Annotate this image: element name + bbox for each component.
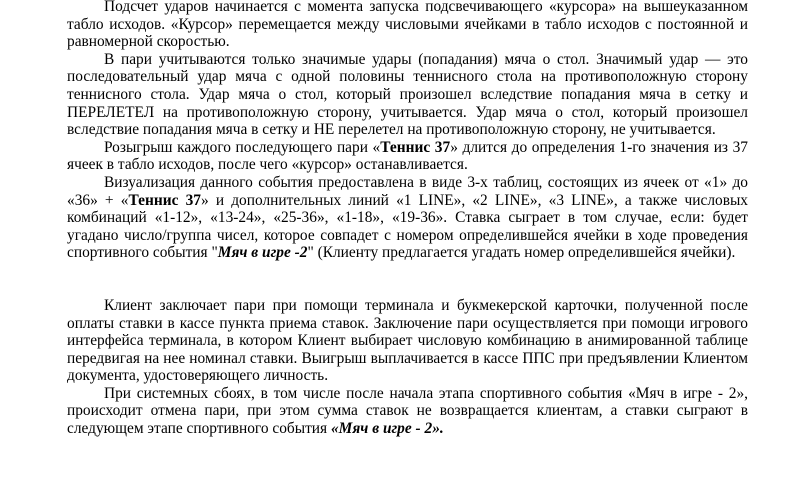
bold-term-tennis37: Теннис 37 <box>380 138 451 156</box>
text-run: Розыгрыш каждого последующего пари « <box>104 138 381 156</box>
text-run: При системных сбоях, в том числе после начала этапа спортивного события «Мяч в игре - 2», происходит отмена пари, при этом сумма ставок не возвращается клиентам, а ставки сыграют в следующем этапе спортивного события <box>67 384 748 438</box>
paragraph-significant-hits: В пари учитываются только значимые удары (попадания) мяча о стол. Значимый удар — это последовательный удар мяча с одной половины теннисного стола на противоположную сторону теннисного стола. Удар мяча о стол, который произошел вследствие попадания мяча в сетку и ПЕРЕЛЕТЕЛ на противоположную сторону, учитывается. Удар мяча о стол, который произошел вследствие попадания мяча в сетку и НЕ перелетел на противоположную сторону, не учитывается. <box>67 50 748 139</box>
bold-italic-event-name: Мяч в игре -2 <box>217 244 308 262</box>
paragraph-system-failures <box>67 385 748 438</box>
bold-term-tennis37: Теннис 37 <box>128 191 201 209</box>
text-run: » и дополнительных линий «1 LINE», «2 LINE», «3 LINE», а также числовых комбинаций «1-12», «13-24», «25-36», «1-18», «19-36». Ставка сыграет в том случае, если: будет угадано число/группа чисел, которое совпадет с номером определившейся ячейки в ходе проведения спортивного события " <box>67 191 749 262</box>
text-run: » длится до определения 1-го значения из 37 ячеек в табло исходов, после чего «курсор» останавливается. <box>67 138 749 174</box>
paragraph-gap <box>67 262 748 297</box>
document-body <box>67 0 748 438</box>
paragraph-tennis37-draw <box>67 139 748 174</box>
paragraph-client-terminal: Клиент заключает пари при помощи терминала и букмекерской карточки, полученной после оплаты ставки в кассе пункта приема ставок. Заключение пари осуществляется при помощи игрового интерфейса терминала, в котором Клиент выбирает числовую комбинацию в анимированной таблице передвигая на нее номинал ставки. Выигрыш выплачивается в кассе ППС при предъявлении Клиентом документа, удостоверяющего личность. <box>67 296 748 385</box>
text-run: Визуализация данного события предоставлена в виде 3-х таблиц, состоящих из ячеек от «1» до «36» + « <box>67 173 748 209</box>
bold-italic-event-name: «Мяч в игре - 2». <box>330 420 444 438</box>
paragraph-visualization <box>67 174 748 262</box>
paragraph-cursor-start: Подсчет ударов начинается с момента запуска подсвечивающего «курсора» на вышеуказанном табло исходов. «Курсор» перемещается между числовыми ячейками в табло исходов с постоянной и равномерной скоростью. <box>67 0 748 51</box>
text-run: " (Клиенту предлагается угадать номер определившейся ячейки). <box>307 244 736 262</box>
